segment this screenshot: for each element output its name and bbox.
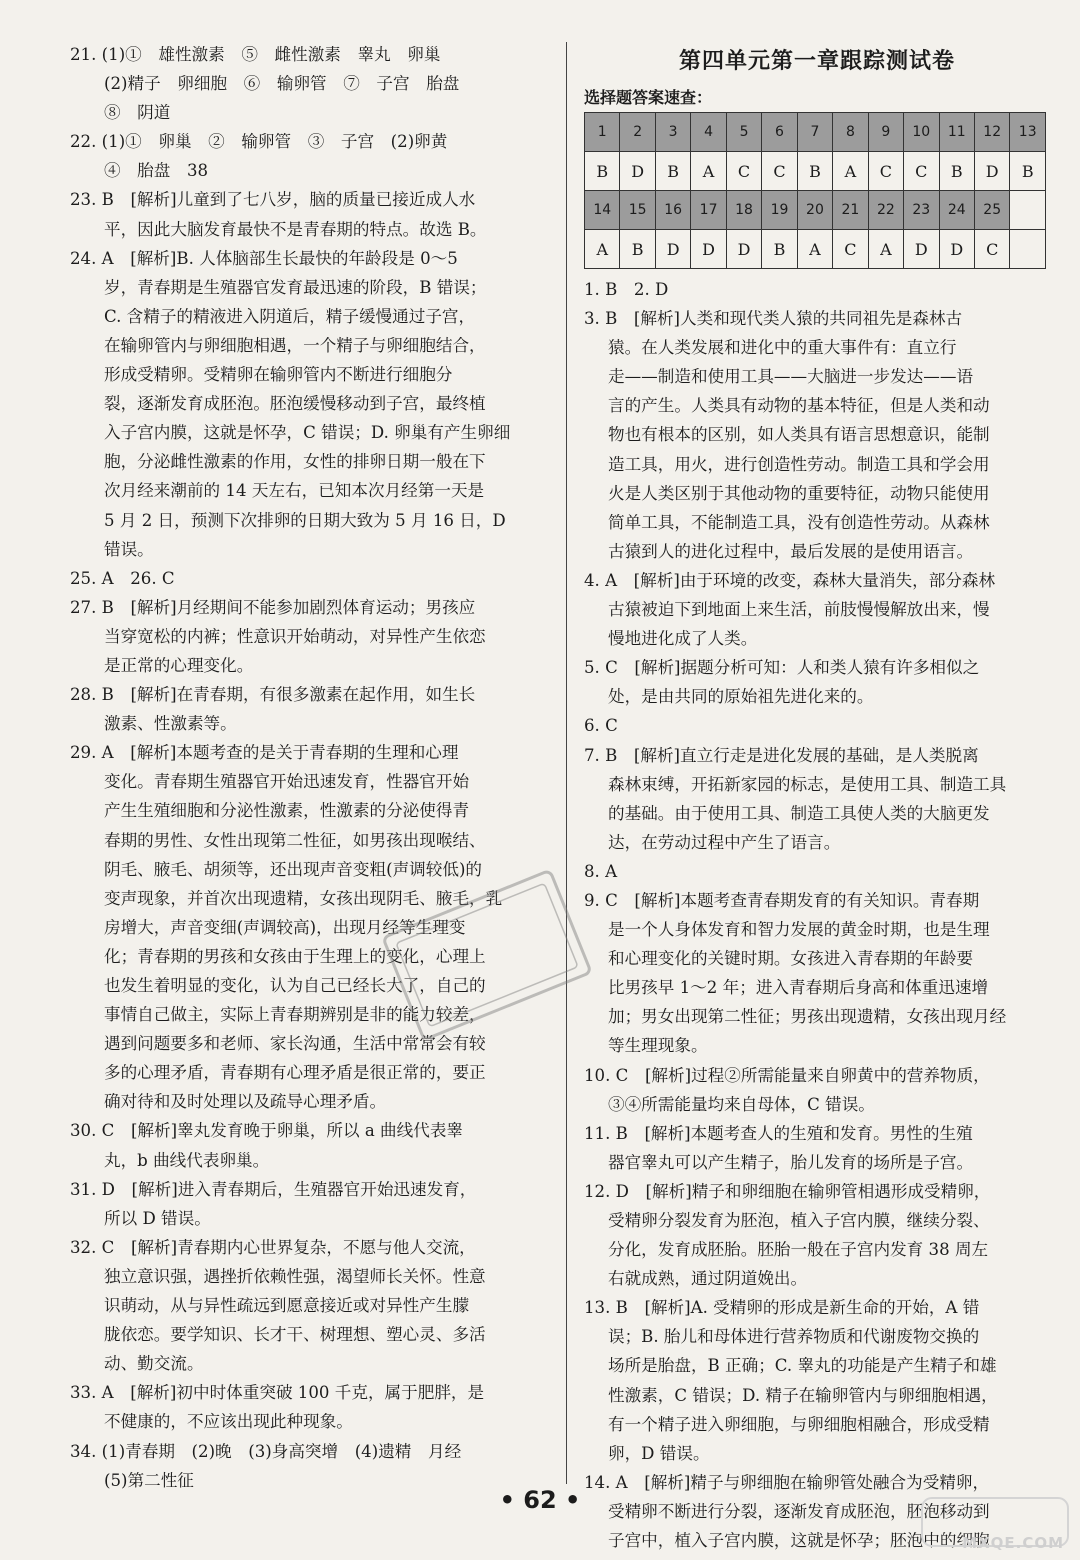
entry-line: 性激素，C 错误；D. 精子在输卵管内与卵细胞相遇， xyxy=(608,1385,998,1405)
question-number-cell: 12 xyxy=(974,113,1009,152)
entry-line: 慢地进化成了人类。 xyxy=(608,629,758,649)
answer-key-table xyxy=(584,112,1046,269)
answer-entry xyxy=(70,40,552,127)
entry-line: 简单工具，不能制造工具，没有创造性劳动。从森林 xyxy=(608,512,990,532)
entry-line: 3. B [解析]人类和现代类人猿的共同祖先是森林古 xyxy=(584,309,963,329)
entry-line: 29. A [解析]本题考查的是关于青春期的生理和心理 xyxy=(70,743,459,763)
entry-line: 有一个精子进入卵细胞，与卵细胞相融合，形成受精 xyxy=(608,1414,990,1434)
question-number-cell: 9 xyxy=(868,113,903,152)
answer-letter-cell: B xyxy=(1010,152,1046,191)
answer-entry xyxy=(70,244,552,564)
answer-entry xyxy=(70,1233,552,1378)
answer-letter-cell: D xyxy=(904,230,939,269)
entry-line: 是正常的心理变化。 xyxy=(104,655,254,675)
entry-line: 多的心理矛盾，青春期有心理矛盾是很正常的，要正 xyxy=(104,1063,486,1083)
entry-line: 次月经来潮前的 14 天左右，已知本次月经第一天是 xyxy=(104,481,485,501)
answer-letter-cell: A xyxy=(691,152,726,191)
answer-letter-cell: B xyxy=(585,152,620,191)
entry-line: 比男孩早 1～2 年；进入青春期后身高和体重迅速增 xyxy=(608,978,989,998)
answer-entry xyxy=(70,593,552,680)
question-number-cell: 7 xyxy=(797,113,832,152)
entry-line: 和心理变化的关键时期。女孩进入青春期的年龄要 xyxy=(608,949,974,969)
entry-line: 27. B [解析]月经期间不能参加剧烈体育运动；男孩应 xyxy=(70,597,476,617)
entry-line: 10. C [解析]过程②所需能量来自卵黄中的营养物质， xyxy=(584,1065,990,1085)
entry-line: 确对待和及时处理以及疏导心理矛盾。 xyxy=(104,1092,387,1112)
entry-line: 14. A [解析]精子与卵细胞在输卵管处融合为受精卵， xyxy=(584,1472,990,1492)
entry-line: 22. (1)① 卵巢 ② 输卵管 ③ 子宫 (2)卵黄 xyxy=(70,132,448,152)
entry-line: 森林束缚，开拓新家园的标志，是使用工具、制造工具 xyxy=(608,774,1007,794)
entry-line: 造工具，用火，进行创造性劳动。制造工具和学会用 xyxy=(608,454,990,474)
question-number-cell xyxy=(1010,191,1046,230)
entry-line: 33. A [解析]初中时体重突破 100 千克，属于肥胖，是 xyxy=(70,1383,485,1403)
entry-line: 5 月 2 日，预测下次排卵的日期大致为 5 月 16 日，D xyxy=(104,510,506,530)
question-number-cell: 11 xyxy=(939,113,974,152)
entry-line: 24. A [解析]B. 人体脑部生长最快的年龄段是 0～5 xyxy=(70,248,458,268)
entry-line: 器官睾丸可以产生精子，胎儿发育的场所是子宫。 xyxy=(608,1152,974,1172)
entry-line: 岁，青春期是生殖器官发育最迅速的阶段，B 错误； xyxy=(104,277,487,297)
answer-entry xyxy=(584,886,1050,1061)
entry-line: ③④所需能量均来自母体，C 错误。 xyxy=(608,1094,875,1114)
answer-letter-cell: D xyxy=(655,230,690,269)
entry-line: 4. A [解析]由于环境的改变，森林大量消失，部分森林 xyxy=(584,570,996,590)
entry-line: 处，是由共同的原始祖先进化来的。 xyxy=(608,687,874,707)
entry-line: 产生生殖细胞和分泌性激素，性激素的分泌使得青 xyxy=(104,801,470,821)
entry-line: 不健康的，不应该出现此种现象。 xyxy=(104,1412,353,1432)
answer-letter-cell: C xyxy=(762,152,797,191)
answer-row-numbers-2 xyxy=(585,191,1046,230)
entry-line: 识萌动，从与异性疏远到愿意接近或对异性产生朦 xyxy=(104,1296,470,1316)
entry-line: 当穿宽松的内裤；性意识开始萌动，对异性产生依恋 xyxy=(104,626,486,646)
entry-line: 房增大，声音变细(声调较高)，出现月经等生理变 xyxy=(104,917,466,937)
entry-line: 8. A xyxy=(584,861,618,881)
answer-letter-cell: B xyxy=(620,230,655,269)
entry-line: 物也有根本的区别，如人类具有语言思想意识，能制 xyxy=(608,425,990,445)
entry-line: ④ 胎盘 38 xyxy=(104,161,209,181)
entry-line: 春期的男性、女性出现第二性征，如男孩出现喉结、 xyxy=(104,830,486,850)
question-number-cell: 22 xyxy=(868,191,903,230)
answer-key-label: 选择题答案速查： xyxy=(584,88,713,107)
watermark-text: MXQE.COM xyxy=(962,1534,1064,1552)
question-number-cell: 25 xyxy=(974,191,1009,230)
entry-line: 5. C [解析]据题分析可知：人和类人猿有许多相似之 xyxy=(584,658,980,678)
entry-line: 火是人类区别于其他动物的重要特征，动物只能使用 xyxy=(608,483,990,503)
entry-line: 达，在劳动过程中产生了语言。 xyxy=(608,832,841,852)
answer-letter-cell: A xyxy=(797,230,832,269)
answer-entry xyxy=(70,1116,552,1174)
question-number-cell: 6 xyxy=(762,113,797,152)
entry-line: 6. C xyxy=(584,716,618,736)
question-number-cell: 16 xyxy=(655,191,690,230)
entry-line: 古猿到人的进化过程中，最后发展的是使用语言。 xyxy=(608,541,974,561)
entry-line: C. 含精子的精液进入阴道后，精子缓慢通过子宫， xyxy=(104,306,476,326)
answer-letter-cell: A xyxy=(833,152,868,191)
answer-letter-cell: D xyxy=(974,152,1009,191)
entry-line: 猿。在人类发展和进化中的重大事件有：直立行 xyxy=(608,338,957,358)
answer-entry xyxy=(584,711,1050,740)
entry-line: ⑧ 阴道 xyxy=(104,103,171,123)
question-number-cell: 20 xyxy=(797,191,832,230)
entry-line: 等生理现象。 xyxy=(608,1036,708,1056)
answer-entry xyxy=(70,185,552,243)
answer-entry xyxy=(584,741,1050,857)
entry-line: 错误。 xyxy=(104,539,154,559)
entry-line: 在输卵管内与卵细胞相遇，一个精子与卵细胞结合， xyxy=(104,335,486,355)
left-column xyxy=(70,40,552,1495)
question-number-cell: 18 xyxy=(726,191,761,230)
answer-letter-cell: D xyxy=(939,230,974,269)
question-number-cell: 23 xyxy=(904,191,939,230)
question-number-cell: 14 xyxy=(585,191,620,230)
answer-entry xyxy=(584,1177,1050,1293)
answer-entry xyxy=(584,1119,1050,1177)
answer-row-letters-1 xyxy=(585,152,1046,191)
entry-line: 平，因此大脑发育最快不是青春期的特点。故选 B。 xyxy=(104,219,487,239)
entry-line: 独立意识强，遇挫折依赖性强，渴望师长关怀。性意 xyxy=(104,1266,486,1286)
answer-letter-cell: C xyxy=(833,230,868,269)
answer-entry xyxy=(584,1293,1050,1468)
answer-row-letters-2 xyxy=(585,230,1046,269)
entry-line: 是一个人身体发育和智力发展的黄金时期，也是生理 xyxy=(608,920,990,940)
entry-line: 阴毛、腋毛、胡须等，还出现声音变粗(声调较低)的 xyxy=(104,859,483,879)
question-number-cell: 4 xyxy=(691,113,726,152)
answer-letter-cell: C xyxy=(904,152,939,191)
entry-line: 23. B [解析]儿童到了七八岁，脑的质量已接近成人水 xyxy=(70,190,476,210)
answer-letter-cell: B xyxy=(797,152,832,191)
entry-line: 事情自己做主，实际上青春期辨别是非的能力较差， xyxy=(104,1005,486,1025)
answer-letter-cell: C xyxy=(726,152,761,191)
entry-line: 场所是胎盘，B 正确；C. 睾丸的功能是产生精子和雄 xyxy=(608,1356,997,1376)
entry-line: 1. B 2. D xyxy=(584,280,669,299)
entry-line: 11. B [解析]本题考查人的生殖和发育。男性的生殖 xyxy=(584,1123,973,1143)
entry-line: 受精卵不断进行分裂，逐渐发育成胚泡，胚泡移动到 xyxy=(608,1501,990,1521)
answer-entry xyxy=(584,275,1050,304)
entry-line: 丸，b 曲线代表卵巢。 xyxy=(104,1150,270,1170)
entry-line: 的基础。由于使用工具、制造工具使人类的大脑更发 xyxy=(608,803,990,823)
answer-letter-cell: B xyxy=(939,152,974,191)
entry-line: 卵，D 错误。 xyxy=(608,1443,710,1463)
entry-line: 25. A 26. C xyxy=(70,568,175,588)
entry-line: 30. C [解析]睾丸发育晚于卵巢，所以 a 曲线代表睾 xyxy=(70,1121,464,1141)
page-number: • 62 • xyxy=(499,1486,581,1514)
question-number-cell: 8 xyxy=(833,113,868,152)
stamp-mark xyxy=(372,860,602,1050)
entry-line: 21. (1)① 雄性激素 ⑤ 雌性激素 睾丸 卵巢 xyxy=(70,45,441,64)
question-number-cell: 1 xyxy=(585,113,620,152)
entry-line: 胞，分泌雌性激素的作用，女性的排卵日期一般在下 xyxy=(104,452,486,472)
entry-line: 变声现象，并首次出现遗精，女孩出现阴毛、腋毛，乳 xyxy=(104,888,503,908)
answer-entry xyxy=(584,653,1050,711)
answer-letter-cell: D xyxy=(726,230,761,269)
answer-entry xyxy=(584,304,1050,566)
question-number-cell: 21 xyxy=(833,191,868,230)
entry-line: 化；青春期的男孩和女孩由于生理上的变化，心理上 xyxy=(104,946,486,966)
answer-letter-cell: D xyxy=(691,230,726,269)
answer-entry xyxy=(70,1378,552,1436)
entry-line: 入子宫内膜，这就是怀孕，C 错误；D. 卵巢有产生卵细 xyxy=(104,423,511,443)
answer-letter-cell: B xyxy=(762,230,797,269)
entry-line: 走——制造和使用工具——大脑进一步发达——语 xyxy=(608,367,974,387)
answer-letter-cell: A xyxy=(585,230,620,269)
entry-line: 言的产生。人类具有动物的基本特征，但是人类和动 xyxy=(608,396,990,416)
entry-line: (2)精子 卵细胞 ⑥ 输卵管 ⑦ 子宫 胎盘 xyxy=(104,74,460,94)
answer-entry xyxy=(70,564,552,593)
answer-entry xyxy=(70,127,552,185)
entry-line: 加；男女出现第二性征；男孩出现遗精，女孩出现月经 xyxy=(608,1007,1007,1027)
entry-line: 变化。青春期生殖器官开始迅速发育，性器官开始 xyxy=(104,772,470,792)
entry-line: 胧依恋。要学知识、长才干、树理想、塑心灵、多活 xyxy=(104,1325,486,1345)
entry-line: 32. C [解析]青春期内心世界复杂，不愿与他人交流， xyxy=(70,1237,476,1257)
entry-line: 形成受精卵。受精卵在输卵管内不断进行细胞分 xyxy=(104,365,453,385)
answer-entry xyxy=(584,1061,1050,1119)
question-number-cell: 15 xyxy=(620,191,655,230)
answer-letter-cell xyxy=(1010,230,1046,269)
question-number-cell: 24 xyxy=(939,191,974,230)
section-title: 第四单元第一章跟踪测试卷 xyxy=(678,49,955,74)
question-number-cell: 13 xyxy=(1010,113,1046,152)
question-number-cell: 19 xyxy=(762,191,797,230)
answer-letter-cell: A xyxy=(868,230,903,269)
answer-entry xyxy=(584,566,1050,653)
answer-letter-cell: B xyxy=(655,152,690,191)
answer-entry xyxy=(70,1175,552,1233)
entry-line: 31. D [解析]进入青春期后，生殖器官开始迅速发育， xyxy=(70,1179,477,1199)
entry-line: 34. (1)青春期 (2)晚 (3)身高突增 (4)遗精 月经 xyxy=(70,1441,462,1461)
entry-line: 28. B [解析]在青春期，有很多激素在起作用，如生长 xyxy=(70,685,476,705)
entry-line: 9. C [解析]本题考查青春期发育的有关知识。青春期 xyxy=(584,890,980,910)
entry-line: 7. B [解析]直立行走是进化发展的基础，是人类脱离 xyxy=(584,745,979,765)
entry-line: 古猿被迫下到地面上来生活，前肢慢慢解放出来，慢 xyxy=(608,600,990,620)
entry-line: 遇到问题要多和老师、家长沟通，生活中常常会有较 xyxy=(104,1034,486,1054)
answer-letter-cell: C xyxy=(974,230,1009,269)
answer-letter-cell: D xyxy=(620,152,655,191)
entry-line: 激素、性激素等。 xyxy=(104,714,237,734)
question-number-cell: 5 xyxy=(726,113,761,152)
entry-line: 所以 D 错误。 xyxy=(104,1208,211,1228)
entry-line: 受精卵分裂发育为胚泡，植入子宫内膜，继续分裂、 xyxy=(608,1211,990,1230)
question-number-cell: 3 xyxy=(655,113,690,152)
right-column xyxy=(584,40,1050,1555)
entry-line: 12. D [解析]精子和卵细胞在输卵管相遇形成受精卵， xyxy=(584,1181,991,1201)
entry-line: 右就成熟，通过阴道娩出。 xyxy=(608,1269,808,1289)
question-number-cell: 2 xyxy=(620,113,655,152)
entry-line: 误；B. 胎儿和母体进行营养物质和代谢废物交换的 xyxy=(608,1327,980,1347)
column-divider xyxy=(566,42,567,1484)
entry-line: 裂，逐渐发育成胚泡。胚泡缓慢移动到子宫，最终植 xyxy=(104,394,486,414)
entry-line: 也发生着明显的变化，认为自己已经长大了，自己的 xyxy=(104,976,486,995)
answer-row-numbers-1 xyxy=(585,113,1046,152)
entry-line: 子宫中，植入子宫内膜，这就是怀孕；胚泡中的细胞 xyxy=(608,1531,990,1551)
answer-letter-cell: C xyxy=(868,152,903,191)
answer-entry xyxy=(70,680,552,738)
question-number-cell: 10 xyxy=(904,113,939,152)
entry-line: 动、勤交流。 xyxy=(104,1354,204,1374)
question-number-cell: 17 xyxy=(691,191,726,230)
answer-entry xyxy=(584,857,1050,886)
right-entries xyxy=(584,275,1050,1555)
entry-line: 分化，发育成胚胎。胚胎一般在子宫内发育 38 周左 xyxy=(608,1240,989,1260)
entry-line: 13. B [解析]A. 受精卵的形成是新生命的开始，A 错 xyxy=(584,1298,980,1318)
entry-line: (5)第二性征 xyxy=(104,1470,194,1490)
